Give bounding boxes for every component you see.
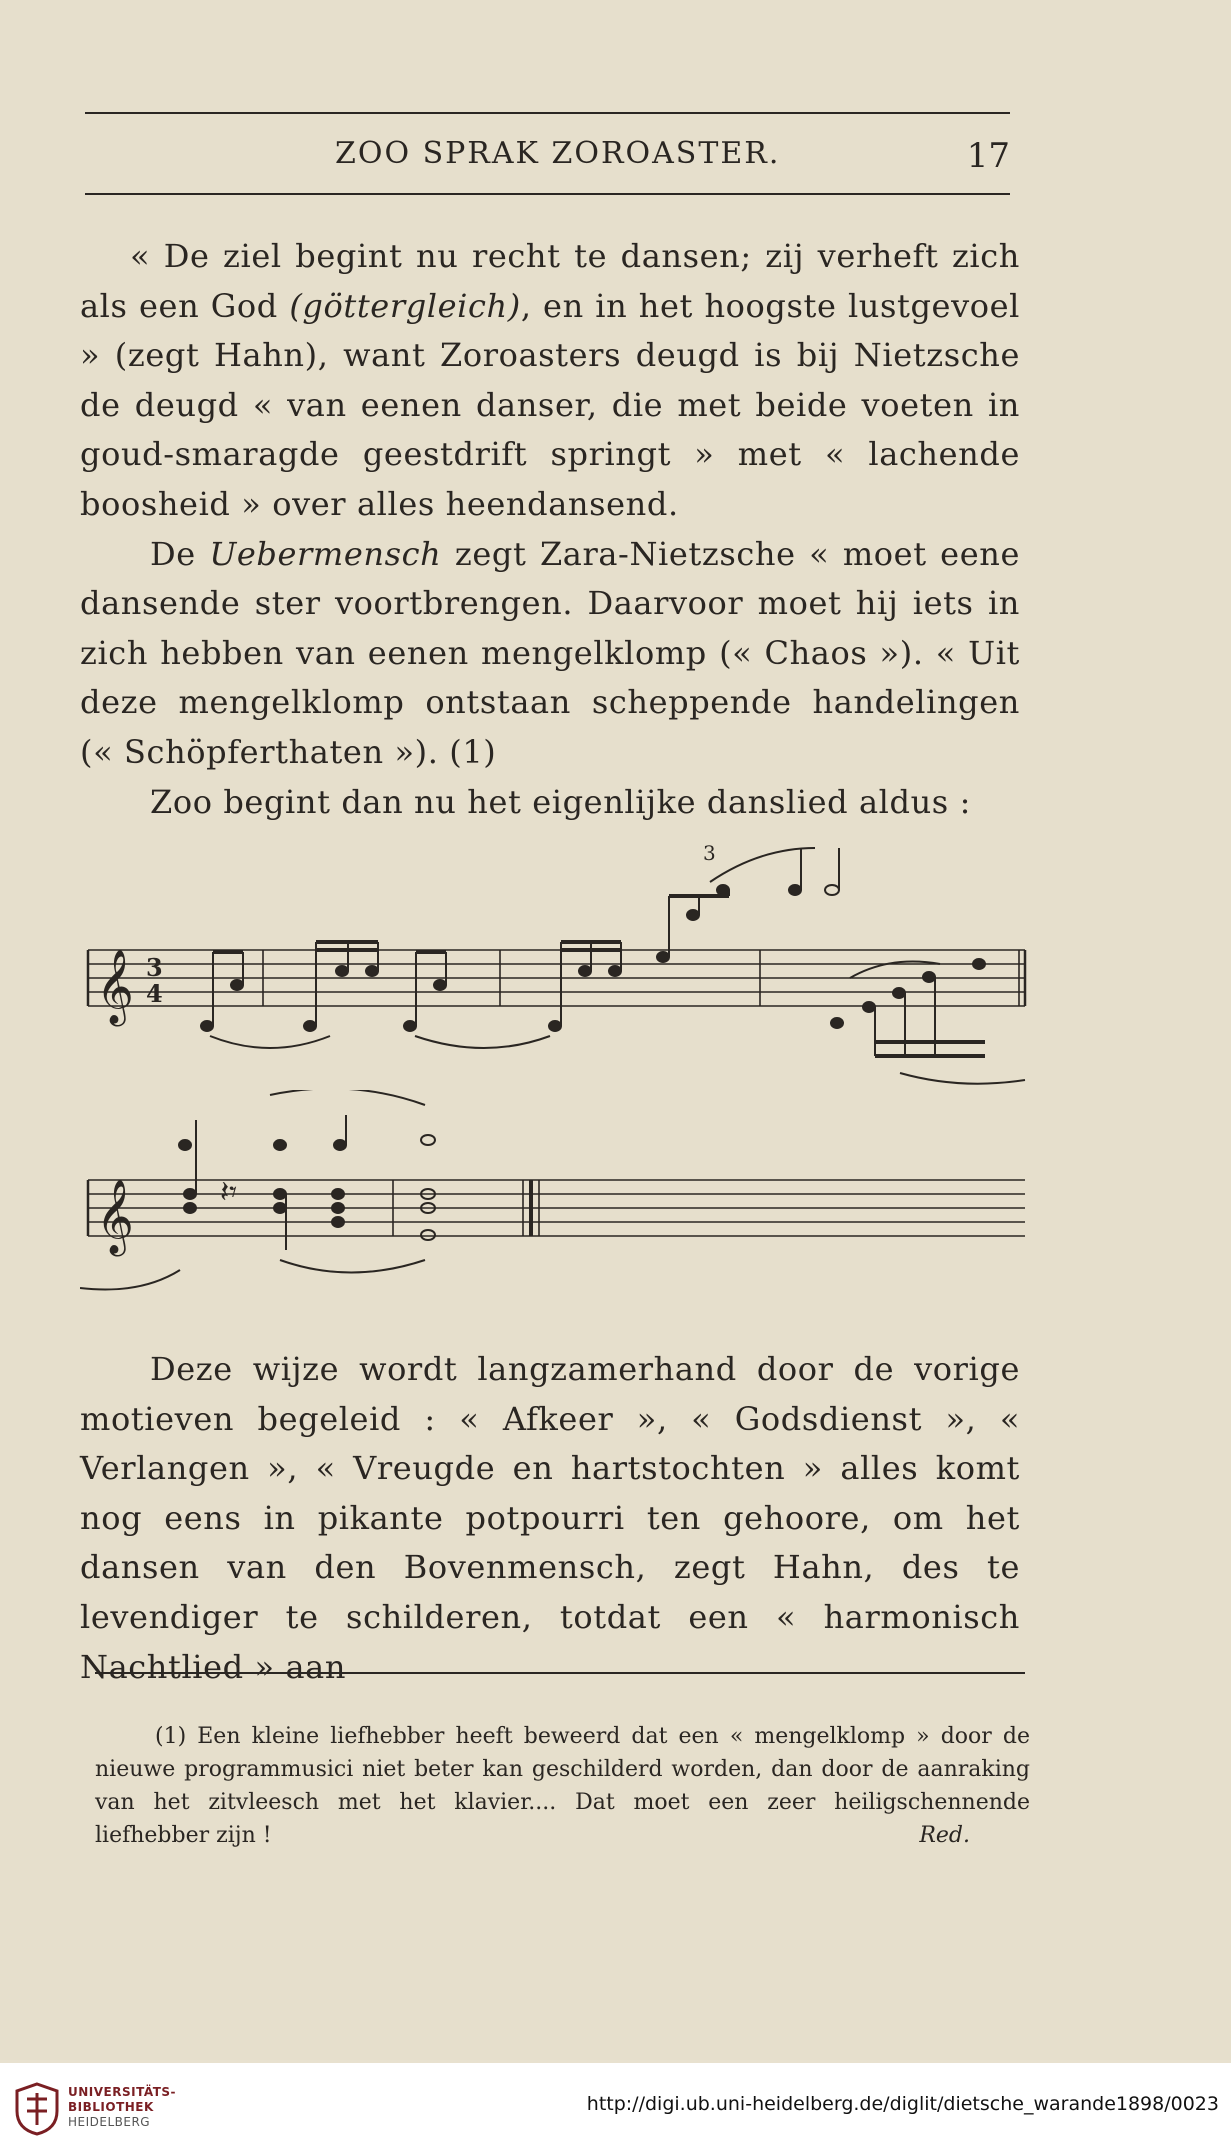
header-rule-top [85,112,1010,114]
page-number: 17 [966,136,1010,176]
text-run: « De ziel begint nu recht te dansen; zij verheft zich als een God [80,237,1020,325]
text-run: De [150,534,210,573]
time-signature-top: 3 [146,953,163,982]
music-score-system-2 [80,1090,1030,1320]
running-head [85,128,1010,180]
header-rule-bottom [85,193,1010,195]
italic-text-run: (göttergleich) [289,286,521,325]
staff-1-graphic [80,830,1030,1100]
library-name-line: BIBLIOTHEK [68,2100,154,2114]
paragraph [80,232,1020,530]
source-url-link[interactable]: http://digi.ub.uni-heidelberg.de/diglit/dietsche_warande1898/0023 [586,2093,1219,2115]
italic-text-run: Uebermensch [209,534,442,573]
time-signature-bottom: 4 [146,979,163,1008]
footnote-paragraph [95,1720,1030,1852]
triplet-mark: 3 [703,841,716,865]
library-name-line: HEIDELBERG [68,2115,151,2129]
text-run: zegt Zara-Nietzsche « moet eene dansende ster voortbrengen. Daarvoor moet hij iets in zich hebben van eenen mengelklomp (« Chaos »). « Uit deze mengelklomp ontstaan scheppende handelingen (« Schöpferthaten »). (1) [80,534,1020,771]
treble-clef-icon: 𝄞 [96,1180,134,1254]
text-run: , en in het hoogste lustgevoel » (zegt Hahn), want Zoroasters deugd is bij Nietzsche de deugd « van eenen danser, die met beide voeten in goud-smaragde geestdrift springt » met « lachende boosheid » over alles heendansend. [80,286,1021,523]
university-seal-icon [12,2081,62,2136]
text-run: Deze wijze wordt langzamerhand door de vorige motieven begeleid : « Afkeer », « Godsdienst », « Verlangen », « Vreugde en hartstochten » alles komt nog eens in pikante potpourri ten gehoore, om het dansen van den Bovenmensch, zegt Hahn, des te levendiger te schilderen, totdat een « harmonisch Nachtlied » aan [80,1350,1020,1686]
staff-2-graphic [80,1090,1030,1320]
footnote [95,1720,1030,1852]
body-text-top [80,232,1020,827]
paragraph [80,1345,1020,1692]
paragraph [80,778,1020,828]
footnote-text: (1) Een kleine liefhebber heeft beweerd dat een « mengelklomp » door de nieuwe programmusici niet beter kan geschilderd worden, dan door de aanraking van het zitvleesch met het klavier.... Dat moet een zeer heiligschennende liefhebber zijn ! [95,1724,1030,1848]
body-text-bottom [80,1345,1020,1692]
text-run: Zoo begint dan nu het eigenlijke danslied aldus : [150,782,971,821]
paragraph [80,530,1020,778]
library-name [68,2085,176,2130]
digitization-footer [0,2063,1231,2152]
library-name-line: UNIVERSITÄTS- [68,2085,177,2099]
footnote-signature: Red. [919,1823,970,1848]
music-score-system-1 [80,830,1030,1100]
treble-clef-icon: 𝄞 [96,950,134,1024]
rest-icon: 𝄽𝄾 [220,1175,238,1210]
running-title: ZOO SPRAK ZOROASTER. [335,136,781,171]
footnote-rule [95,1672,1025,1674]
